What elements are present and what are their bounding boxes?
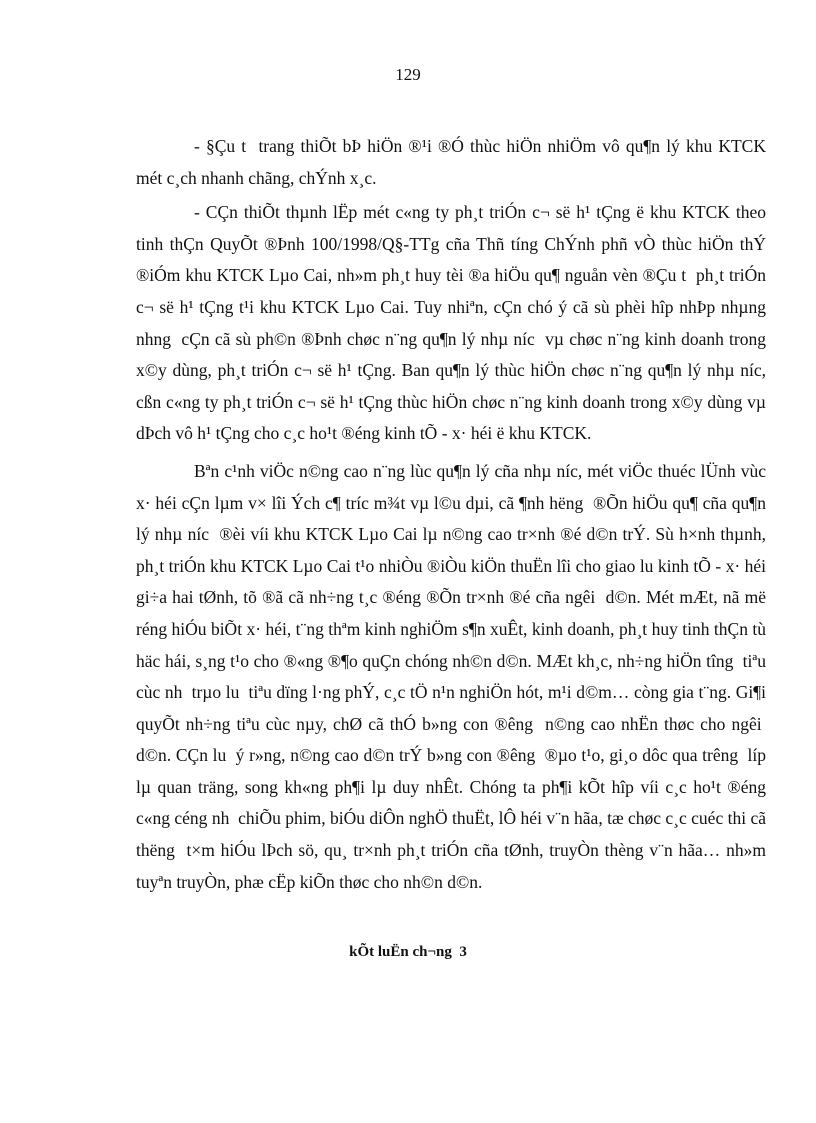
paragraph-education-level: Bªn c¹nh viÖc n©ng cao n¨ng lùc qu¶n lý cña nhµ níc, mét viÖc thuéc lÜnh vùc x· héi cÇn lµm v× lîi Ých c¶ tríc m¾t vµ l©u dµi, cã ¶nh hëng ®Õn hiÖu qu¶ cña qu¶n lý nhµ níc ®èi víi khu KTCK Lµo Cai lµ n©ng cao tr×nh ®é d©n trÝ. Sù h×nh thµnh, ph¸t triÓn khu KTCK Lµo Cai t¹o nhiÒu ®iÒu kiÖn thuËn lîi cho giao lu kinh tÕ - x· héi gi÷a hai tØnh, tõ ®ã cã nh÷ng t¸c ®éng ®Õn tr×nh ®é cña ngêi d©n. Mét mÆt, nã më réng hiÓu biÕt x· héi, t¨ng thªm kinh nghiÖm s¶n xuÊt, kinh doanh, ph¸t huy tinh thÇn tù häc hái, s¸ng t¹o cho ®«ng ®¶o quÇn chóng nh©n d©n. MÆt kh¸c, nh÷ng hiÖn tîng tiªu cùc nh trµo lu tiªu dïng l·ng phÝ, c¸c tÖ n¹n nghiÖn hót, m¹i d©m… còng gia t¨ng. Gi¶i quyÕt nh÷ng tiªu cùc nµy, chØ cã thÓ b»ng con ®êng n©ng cao nhËn thøc cho ngêi d©n. CÇn lu ý r»ng, n©ng cao d©n trÝ b»ng con ®êng ®µo t¹o, gi¸o dôc qua trêng líp lµ quan träng, song kh«ng ph¶i lµ duy nhÊt. Chóng ta ph¶i kÕt hîp víi c¸c ho¹t ®éng c«ng céng nh chiÕu phim, biÓu diÔn nghÖ thuËt, lÔ héi v¨n hãa, tæ chøc c¸c cuéc thi cã thëng t×m hiÓu lÞch sö, qu¸ tr×nh ph¸t triÓn cña tØnh, truyÒn thèng v¨n hãa… nh»m tuyªn truyÒn, phæ cËp kiÕn thøc cho nh©n d©n. [136,460,766,892]
body-text [136,131,766,898]
paragraph-equipment: - §Çu t trang thiÕt bÞ hiÖn ®¹i ®Ó thùc hiÖn nhiÖm vô qu¶n lý khu KTCK mét c¸ch nhanh chãng, chÝnh x¸c. [136,136,766,188]
chapter-conclusion-heading: kÕt luËn ch¬ng 3 [349,944,467,960]
paragraph-infrastructure-company: - CÇn thiÕt thµnh lËp mét c«ng ty ph¸t triÓn c¬ së h¹ tÇng ë khu KTCK theo tinh thÇn QuyÕt ®Þnh 100/1998/Q§-TTg cña Thñ tíng ChÝnh phñ vÒ thùc hiÖn thÝ ®iÓm khu KTCK Lµo Cai, nh»m ph¸t huy tèi ®a hiÖu qu¶ nguån vèn ®Çu t ph¸t triÓn c¬ së h¹ tÇng t¹i khu KTCK Lµo Cai. Tuy nhiªn, cÇn chó ý cã sù phèi hîp nhÞp nhµng nhng cÇn cã sù ph©n ®Þnh chøc n¨ng qu¶n lý nhµ níc vµ chøc n¨ng kinh doanh trong x©y dùng, ph¸t triÓn c¬ së h¹ tÇng. Ban qu¶n lý thùc hiÖn chøc n¨ng qu¶n lý nhµ níc, cßn c«ng ty ph¸t triÓn c¬ së h¹ tÇng thùc hiÖn chøc n¨ng kinh doanh trong x©y dùng vµ dÞch vô h¹ tÇng cho c¸c ho¹t ®éng kinh tÕ - x· héi ë khu KTCK. [136,202,766,444]
page-number: 129 [395,65,421,84]
